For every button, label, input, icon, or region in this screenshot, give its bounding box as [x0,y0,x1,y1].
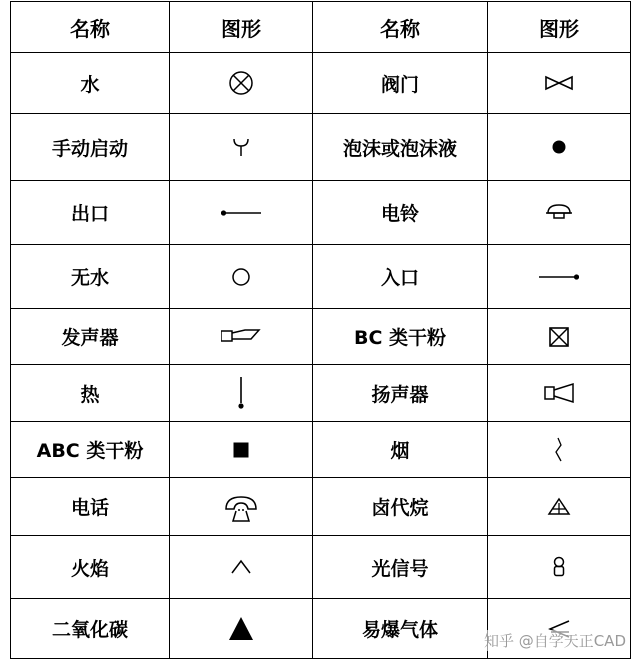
symbol-name-left: 发声器 [11,309,170,365]
symbol-name-left: 电话 [11,478,170,536]
speaker-icon [539,373,579,413]
symbol-graphic-left [170,536,313,599]
symbol-name-left: ABC 类干粉 [11,422,170,478]
symbol-name-right: 光信号 [313,536,488,599]
table-row [11,536,631,599]
symbol-name-right: 烟 [313,422,488,478]
table-row [11,114,631,181]
caret-icon [221,547,261,587]
table-row [11,478,631,536]
symbol-graphic-right [488,478,631,536]
symbol-graphic-left [170,309,313,365]
table-row [11,309,631,365]
symbol-graphic-left [170,114,313,181]
table-row [11,422,631,478]
symbol-name-right: 易爆气体 [313,599,488,659]
symbol-graphic-right [488,365,631,422]
symbol-graphic-left [170,599,313,659]
symbol-graphic-left [170,181,313,245]
symbol-graphic-right [488,181,631,245]
light-signal-icon [539,547,579,587]
symbol-graphic-left [170,478,313,536]
symbol-name-right: 入口 [313,245,488,309]
filled-triangle-icon [221,609,261,649]
telephone-icon [221,487,261,527]
header-symbol-right: 图形 [488,2,631,53]
symbol-graphic-left [170,245,313,309]
symbol-graphic-left [170,365,313,422]
symbol-graphic-right [488,53,631,114]
thermometer-icon [221,373,261,413]
symbol-name-left: 热 [11,365,170,422]
inlet-line-dot-icon [539,257,579,297]
header-symbol-left: 图形 [170,2,313,53]
smoke-squiggle-icon [539,430,579,470]
symbol-name-right: 阀门 [313,53,488,114]
symbol-name-right: 卤代烷 [313,478,488,536]
symbol-table [10,1,631,659]
table-row [11,181,631,245]
symbol-name-left: 二氧化碳 [11,599,170,659]
symbol-name-left: 手动启动 [11,114,170,181]
square-x-icon [539,317,579,357]
symbol-name-left: 无水 [11,245,170,309]
table-row [11,53,631,114]
symbol-name-left: 水 [11,53,170,114]
header-name-right: 名称 [313,2,488,53]
symbol-name-left: 出口 [11,181,170,245]
bell-icon [539,193,579,233]
symbol-graphic-right [488,422,631,478]
watermark: 知乎 @自学天正CAD [483,632,626,650]
sounder-icon [221,317,261,357]
bowtie-valve-icon [539,63,579,103]
symbol-graphic-left [170,53,313,114]
symbol-name-right: 泡沫或泡沫液 [313,114,488,181]
symbol-name-right: 电铃 [313,181,488,245]
open-circle-icon [221,257,261,297]
filled-dot-icon [539,127,579,167]
y-fork-icon [221,127,261,167]
symbol-graphic-left [170,422,313,478]
table-header-row [11,2,631,53]
symbol-graphic-right [488,114,631,181]
symbol-graphic-right [488,309,631,365]
outlet-line-dot-icon [221,193,261,233]
symbol-name-left: 火焰 [11,536,170,599]
filled-square-icon [221,430,261,470]
symbol-name-right: BC 类干粉 [313,309,488,365]
triangle-line-icon [539,487,579,527]
symbol-name-right: 扬声器 [313,365,488,422]
table-row [11,245,631,309]
circle-x-icon [221,63,261,103]
table-row [11,365,631,422]
header-name-left: 名称 [11,2,170,53]
symbol-graphic-right [488,536,631,599]
symbol-graphic-right [488,245,631,309]
